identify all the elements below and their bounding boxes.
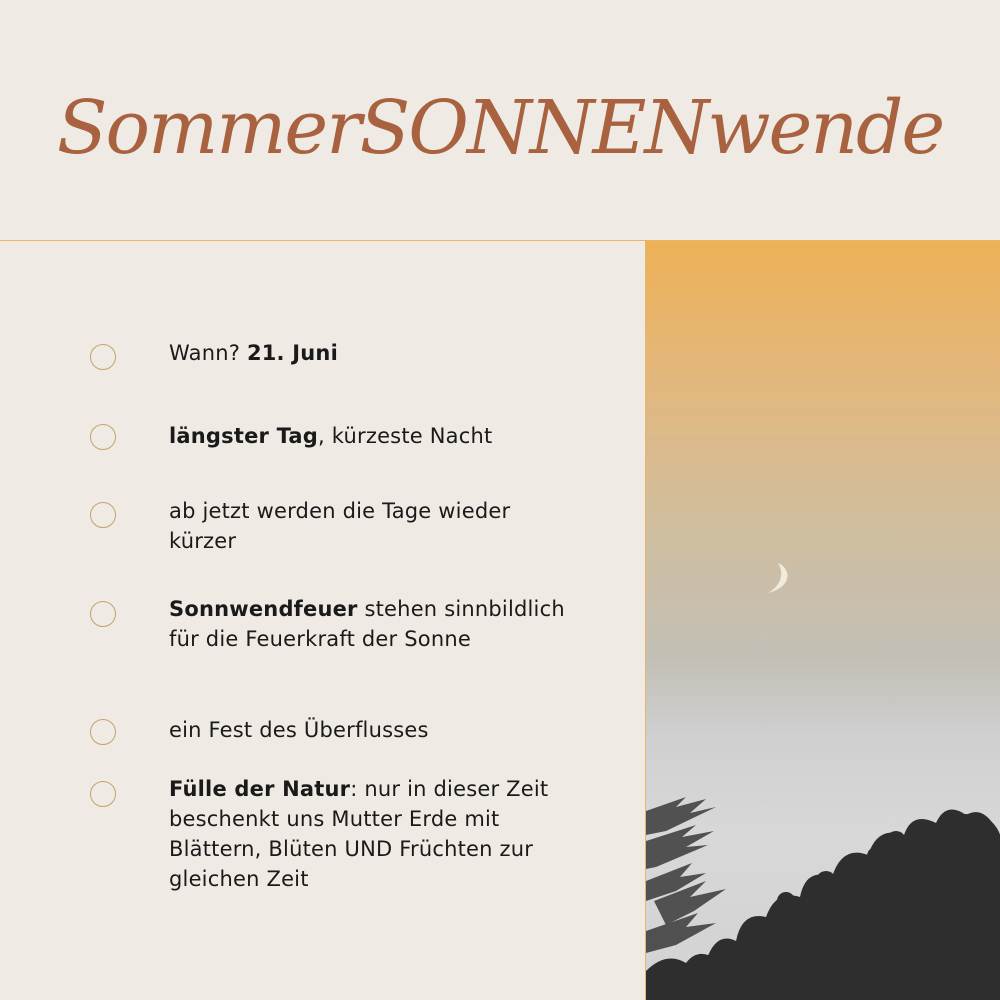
text-segment: : nur in dieser Zeit beschenkt uns Mutter Erde mit Blättern, Blüten UND Früchten zur gleichen Zeit	[169, 777, 549, 891]
sky-photo	[645, 241, 1000, 1000]
sky-photo-illustration	[646, 241, 1000, 1000]
circle-bullet-icon	[90, 502, 116, 528]
list-item-text	[169, 338, 609, 368]
list-item-text	[169, 594, 569, 654]
circle-bullet-icon	[90, 601, 116, 627]
text-segment: ab jetzt werden die Tage wieder kürzer	[169, 499, 511, 553]
text-segment: stehen sinnbildlich für die Feuerkraft der Sonne	[169, 597, 565, 651]
page-title: SommerSONNENwende	[56, 85, 944, 171]
text-segment: , kürzeste Nacht	[318, 424, 493, 448]
text-segment: ein Fest des Überflusses	[169, 718, 429, 742]
text-segment-bold: längster Tag	[169, 424, 319, 448]
list-item-text	[169, 774, 579, 894]
circle-bullet-icon	[90, 424, 116, 450]
list-item-text	[169, 715, 609, 745]
circle-bullet-icon	[90, 781, 116, 807]
text-segment-bold: 21. Juni	[246, 341, 338, 365]
text-segment: Wann?	[169, 341, 247, 365]
fact-list	[0, 241, 640, 1000]
list-item-text	[169, 421, 609, 451]
text-segment-bold: Fülle der Natur	[169, 777, 351, 801]
text-segment-bold: Sonnwendfeuer	[169, 597, 358, 621]
crescent-moon-icon	[768, 563, 787, 593]
circle-bullet-icon	[90, 344, 116, 370]
palm-fronds	[646, 797, 726, 953]
circle-bullet-icon	[90, 719, 116, 745]
list-item-text	[169, 496, 549, 556]
